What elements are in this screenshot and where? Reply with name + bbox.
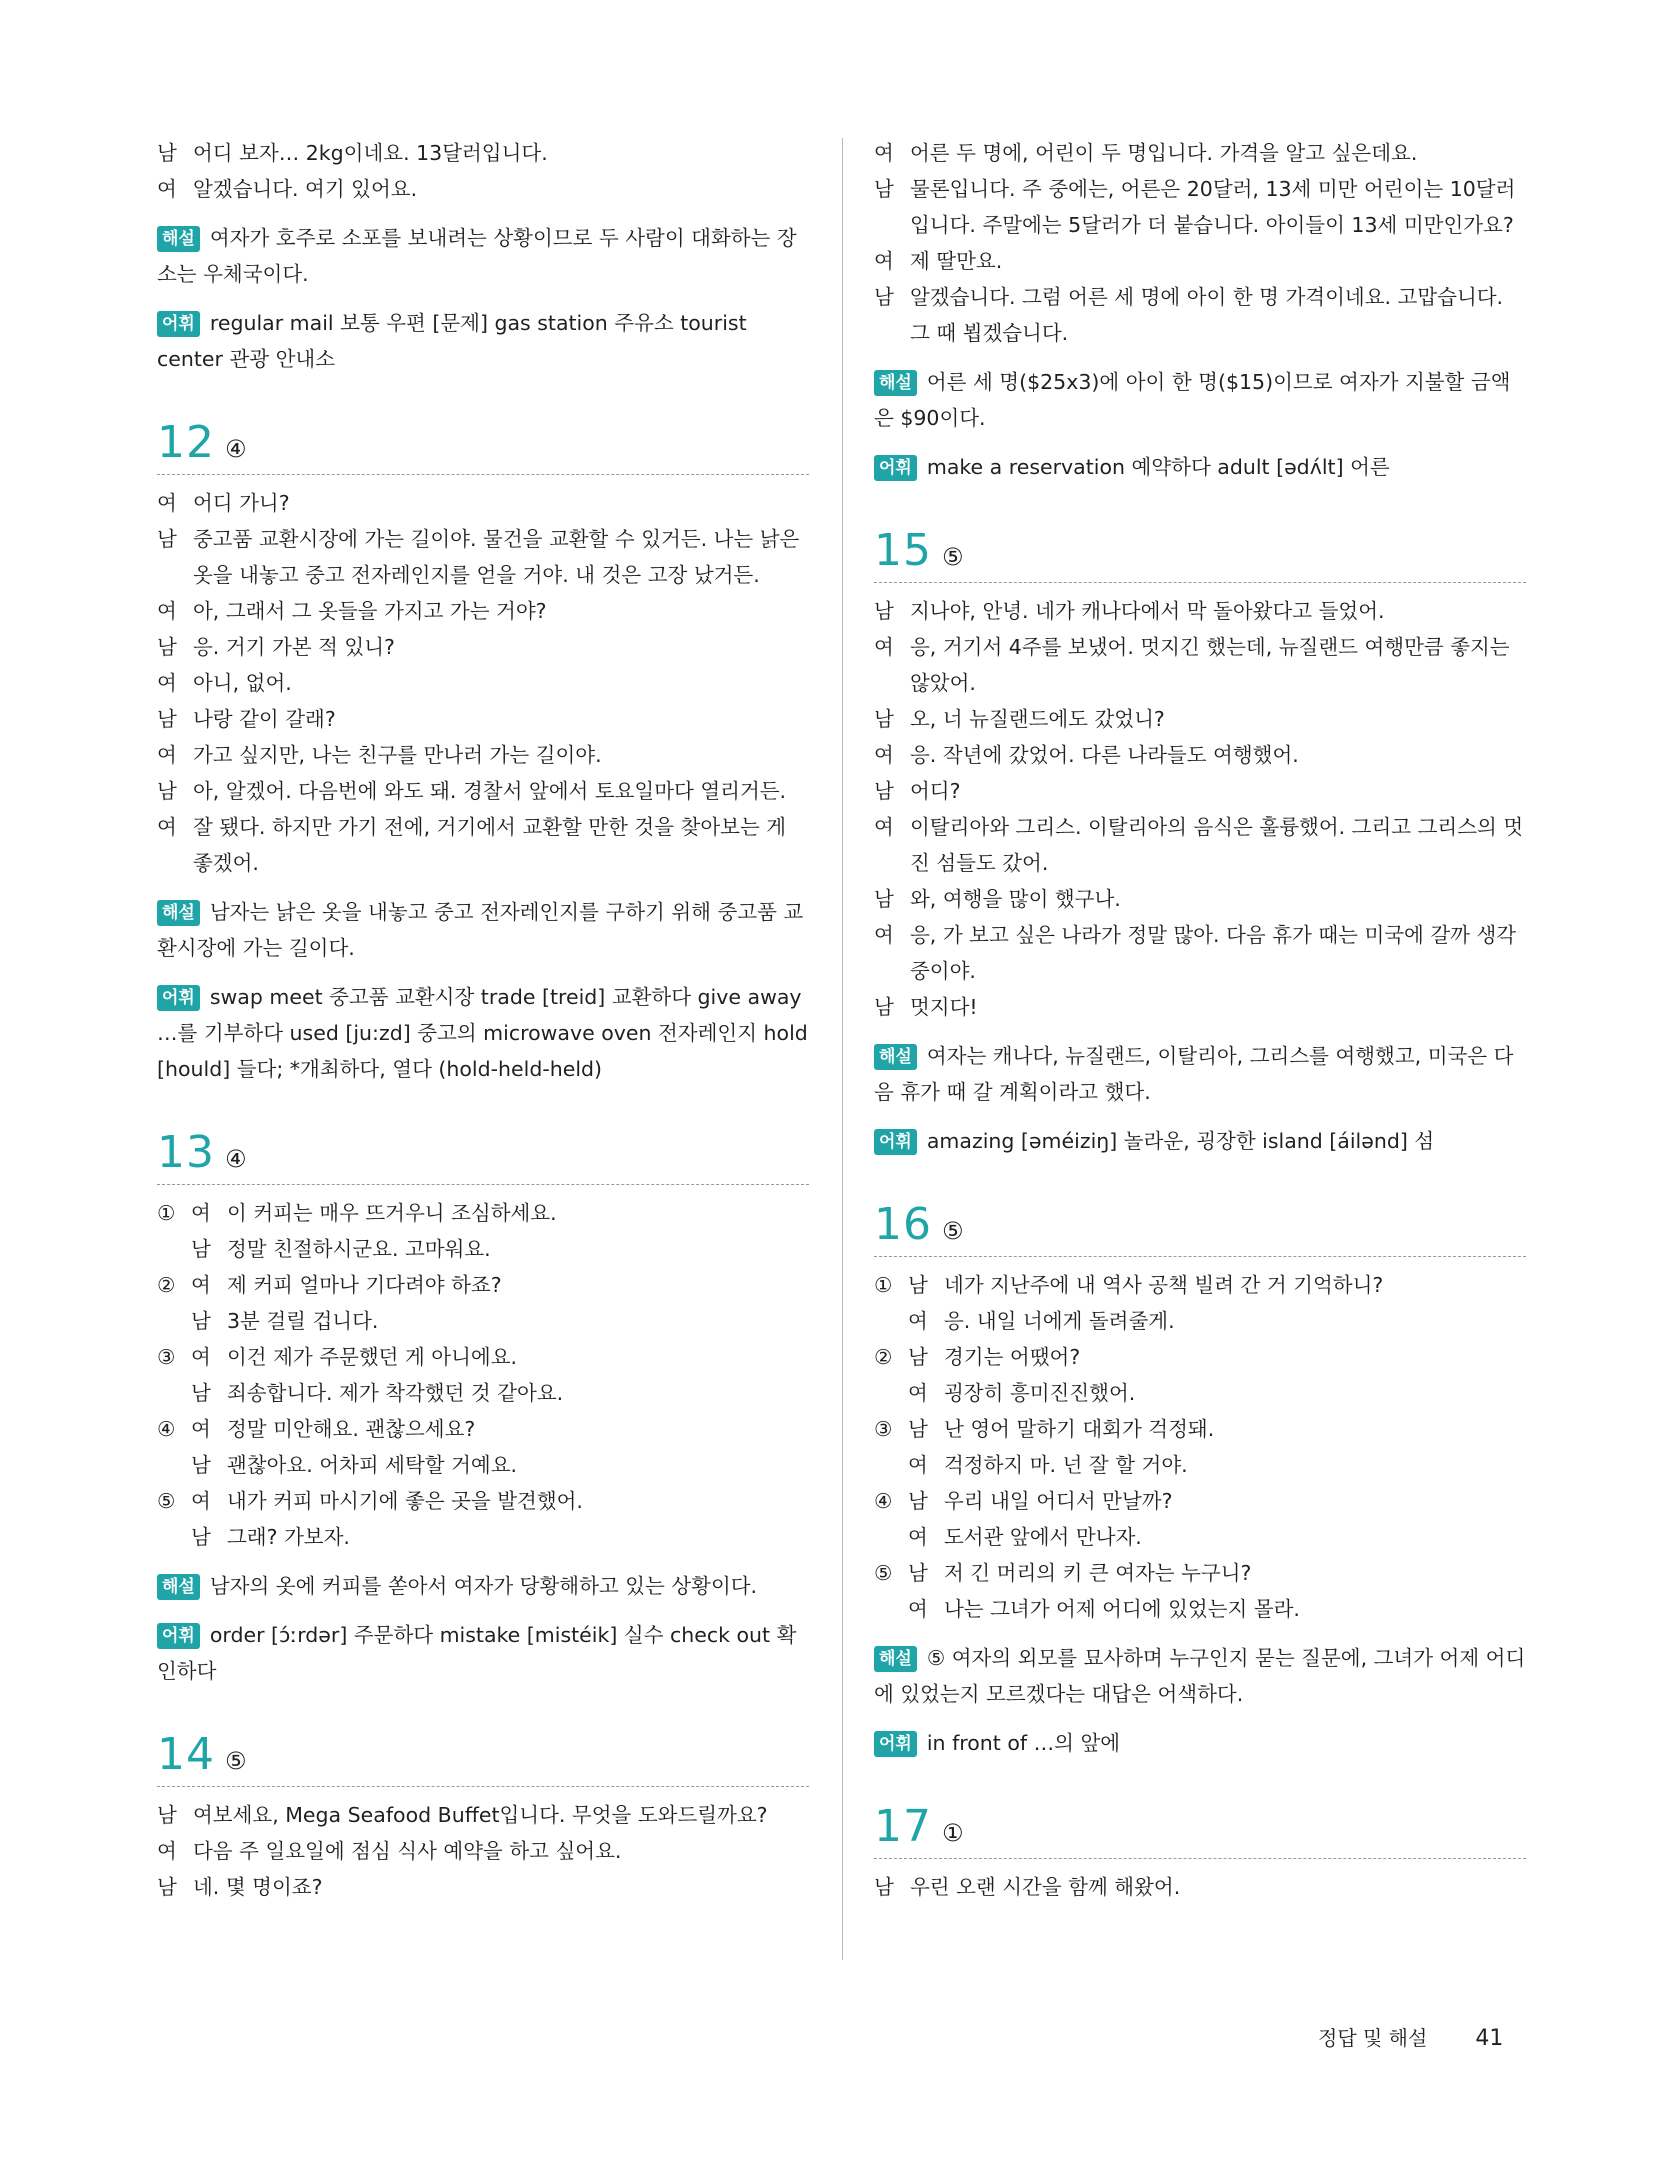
vocabulary-tag: 어휘 bbox=[874, 1731, 917, 1757]
speaker: 여 bbox=[157, 815, 177, 839]
speaker: 남 bbox=[191, 1309, 211, 1333]
line-text: 이건 제가 주문했던 게 아니에요. bbox=[227, 1345, 518, 1369]
question-number: 16 bbox=[874, 1199, 932, 1250]
explanation-text: 남자는 낡은 옷을 내놓고 중고 전자레인지를 구하기 위해 중고품 교환시장에 가는 길이다. bbox=[157, 900, 804, 960]
speaker: 남 bbox=[874, 599, 894, 623]
line-text: 우리 내일 어디서 만날까? bbox=[944, 1489, 1173, 1513]
speaker: 여 bbox=[908, 1381, 928, 1405]
dialogue-line bbox=[874, 1411, 1526, 1447]
line-text: 지나야, 안녕. 네가 캐나다에서 막 돌아왔다고 들었어. bbox=[910, 599, 1385, 623]
dialogue-line bbox=[874, 1447, 1526, 1483]
speaker: 남 bbox=[157, 635, 177, 659]
dialogue-line bbox=[874, 773, 1526, 809]
speaker: 여 bbox=[908, 1525, 928, 1549]
line-text: 응. 작년에 갔었어. 다른 나라들도 여행했어. bbox=[910, 743, 1299, 767]
line-text: 멋지다! bbox=[910, 995, 978, 1019]
speaker: 남 bbox=[191, 1237, 211, 1261]
line-text: 제 딸만요. bbox=[910, 249, 1003, 273]
choice-number: ③ bbox=[874, 1417, 893, 1441]
vocabulary-text: regular mail 보통 우편 [문제] gas station 주유소 tourist center 관광 안내소 bbox=[157, 311, 747, 371]
explanation-tag: 해설 bbox=[157, 900, 200, 926]
line-text: 물론입니다. 주 중에는, 어른은 20달러, 13세 미만 어린이는 10달러입니다. 주말에는 5달러가 더 붙습니다. 아이들이 13세 미만인가요? bbox=[910, 177, 1516, 237]
dialogue bbox=[157, 485, 809, 881]
dialogue-line bbox=[157, 1375, 809, 1411]
dialogue-line bbox=[157, 1339, 809, 1375]
choice-number: ⑤ bbox=[874, 1561, 893, 1585]
line-text: 그래? 가보자. bbox=[227, 1525, 350, 1549]
dialogue-line bbox=[157, 1303, 809, 1339]
question-header bbox=[874, 1801, 1526, 1859]
line-text: 우린 오랜 시간을 함께 해왔어. bbox=[910, 1875, 1181, 1899]
explanation bbox=[157, 894, 809, 966]
question-number: 13 bbox=[157, 1127, 215, 1178]
speaker: 여 bbox=[874, 815, 894, 839]
explanation-tag: 해설 bbox=[874, 370, 917, 396]
dialogue bbox=[874, 135, 1526, 351]
speaker: 남 bbox=[191, 1381, 211, 1405]
explanation bbox=[874, 364, 1526, 436]
dialogue-line bbox=[874, 881, 1526, 917]
line-text: 내가 커피 마시기에 좋은 곳을 발견했어. bbox=[227, 1489, 583, 1513]
dialogue-line bbox=[157, 171, 809, 207]
vocabulary-tag: 어휘 bbox=[157, 311, 200, 337]
page-footer bbox=[1318, 2022, 1503, 2051]
dialogue-line bbox=[157, 1267, 809, 1303]
speaker: 여 bbox=[157, 491, 177, 515]
dialogue-line bbox=[157, 629, 809, 665]
line-text: 죄송합니다. 제가 착각했던 것 같아요. bbox=[227, 1381, 564, 1405]
speaker: 여 bbox=[191, 1201, 211, 1225]
vocabulary-text: amazing [əméiziŋ] 놀라운, 굉장한 island [áilənd] 섬 bbox=[926, 1129, 1435, 1153]
explanation bbox=[157, 1568, 809, 1604]
dialogue-line bbox=[157, 1869, 809, 1905]
speaker: 남 bbox=[874, 1875, 894, 1899]
line-text: 저 긴 머리의 키 큰 여자는 누구니? bbox=[944, 1561, 1252, 1585]
vocabulary-tag: 어휘 bbox=[874, 455, 917, 481]
dialogue bbox=[874, 593, 1526, 1025]
line-text: 다음 주 일요일에 점심 식사 예약을 하고 싶어요. bbox=[193, 1839, 622, 1863]
dialogue bbox=[157, 1195, 809, 1555]
line-text: 나랑 같이 갈래? bbox=[193, 707, 336, 731]
line-text: 네. 몇 명이죠? bbox=[193, 1875, 323, 1899]
dialogue-line bbox=[157, 701, 809, 737]
answer-mark: ⑤ bbox=[942, 1217, 964, 1245]
dialogue-line bbox=[157, 1411, 809, 1447]
line-text: 이 커피는 매우 뜨거우니 조심하세요. bbox=[227, 1201, 557, 1225]
speaker: 여 bbox=[191, 1489, 211, 1513]
speaker: 남 bbox=[157, 1875, 177, 1899]
column-divider bbox=[842, 138, 843, 1960]
speaker: 남 bbox=[874, 285, 894, 309]
speaker: 남 bbox=[191, 1525, 211, 1549]
speaker: 여 bbox=[874, 141, 894, 165]
vocabulary-text: in front of …의 앞에 bbox=[926, 1731, 1121, 1755]
choice-number: ④ bbox=[157, 1417, 176, 1441]
line-text: 응, 거기서 4주를 보냈어. 멋지긴 했는데, 뉴질랜드 여행만큼 좋지는 않았어. bbox=[910, 635, 1510, 695]
explanation bbox=[874, 1640, 1526, 1712]
explanation bbox=[157, 220, 809, 292]
explanation-tag: 해설 bbox=[157, 1574, 200, 1600]
dialogue-line bbox=[157, 1483, 809, 1519]
vocabulary-text: order [ɔ́ːrdər] 주문하다 mistake [mistéik] 실수 check out 확인하다 bbox=[157, 1623, 797, 1683]
choice-number: ⑤ bbox=[157, 1489, 176, 1513]
dialogue bbox=[157, 135, 809, 207]
speaker: 여 bbox=[908, 1453, 928, 1477]
dialogue-line bbox=[157, 593, 809, 629]
answer-mark: ④ bbox=[225, 435, 247, 463]
dialogue-line bbox=[874, 701, 1526, 737]
speaker: 남 bbox=[908, 1561, 928, 1585]
left-column bbox=[157, 135, 809, 1905]
speaker: 남 bbox=[874, 995, 894, 1019]
vocabulary-tag: 어휘 bbox=[874, 1129, 917, 1155]
dialogue bbox=[157, 1797, 809, 1905]
speaker: 남 bbox=[874, 177, 894, 201]
dialogue-line bbox=[157, 1231, 809, 1267]
line-text: 어른 두 명에, 어린이 두 명입니다. 가격을 알고 싶은데요. bbox=[910, 141, 1418, 165]
line-text: 어디 보자… 2kg이네요. 13달러입니다. bbox=[193, 141, 548, 165]
vocabulary-text: make a reservation 예약하다 adult [ədʌ́lt] 어른 bbox=[926, 455, 1390, 479]
speaker: 남 bbox=[874, 707, 894, 731]
speaker: 남 bbox=[874, 779, 894, 803]
line-text: 제 커피 얼마나 기다려야 하죠? bbox=[227, 1273, 502, 1297]
dialogue-line bbox=[874, 243, 1526, 279]
vocabulary bbox=[157, 305, 809, 377]
explanation-text: ⑤ 여자의 외모를 묘사하며 누구인지 묻는 질문에, 그녀가 어제 어디에 있었는지 모르겠다는 대답은 어색하다. bbox=[874, 1646, 1526, 1706]
vocabulary bbox=[874, 1123, 1526, 1159]
line-text: 아니, 없어. bbox=[193, 671, 292, 695]
dialogue-line bbox=[874, 1267, 1526, 1303]
choice-number: ② bbox=[874, 1345, 893, 1369]
speaker: 여 bbox=[157, 177, 177, 201]
dialogue-line bbox=[874, 1555, 1526, 1591]
line-text: 가고 싶지만, 나는 친구를 만나러 가는 길이야. bbox=[193, 743, 602, 767]
question-number: 12 bbox=[157, 417, 215, 468]
dialogue-line bbox=[874, 737, 1526, 773]
line-text: 경기는 어땠어? bbox=[944, 1345, 1081, 1369]
vocabulary-tag: 어휘 bbox=[157, 1623, 200, 1649]
dialogue-line bbox=[157, 665, 809, 701]
dialogue-line bbox=[157, 135, 809, 171]
speaker: 남 bbox=[157, 1803, 177, 1827]
dialogue-line bbox=[874, 1339, 1526, 1375]
dialogue-line bbox=[874, 171, 1526, 243]
choice-number: ④ bbox=[874, 1489, 893, 1513]
line-text: 네가 지난주에 내 역사 공책 빌려 간 거 기억하니? bbox=[944, 1273, 1384, 1297]
dialogue-line bbox=[874, 135, 1526, 171]
vocabulary-text: swap meet 중고품 교환시장 trade [treid] 교환하다 give away …를 기부하다 used [ju:zd] 중고의 microwave oven 전자레인지 hold [hould] 들다; *개최하다, 열다 (hold-held-held) bbox=[157, 985, 808, 1081]
line-text: 중고품 교환시장에 가는 길이야. 물건을 교환할 수 있거든. 나는 낡은 옷을 내놓고 중고 전자레인지를 얻을 거야. 내 것은 고장 났거든. bbox=[193, 527, 800, 587]
choice-number: ③ bbox=[157, 1345, 176, 1369]
question-header bbox=[874, 525, 1526, 583]
dialogue-line bbox=[874, 629, 1526, 701]
explanation-tag: 해설 bbox=[874, 1044, 917, 1070]
page-number: 41 bbox=[1475, 2026, 1504, 2051]
explanation bbox=[874, 1038, 1526, 1110]
dialogue-line bbox=[157, 773, 809, 809]
answer-mark: ① bbox=[942, 1819, 964, 1847]
line-text: 잘 됐다. 하지만 가기 전에, 거기에서 교환할 만한 것을 찾아보는 게 좋겠어. bbox=[193, 815, 787, 875]
speaker: 남 bbox=[908, 1489, 928, 1513]
line-text: 오, 너 뉴질랜드에도 갔었니? bbox=[910, 707, 1165, 731]
dialogue-line bbox=[874, 1483, 1526, 1519]
line-text: 이탈리아와 그리스. 이탈리아의 음식은 훌륭했어. 그리고 그리스의 멋진 섬들도 갔어. bbox=[910, 815, 1524, 875]
vocabulary bbox=[874, 1725, 1526, 1761]
speaker: 여 bbox=[157, 743, 177, 767]
speaker: 여 bbox=[908, 1597, 928, 1621]
speaker: 남 bbox=[908, 1273, 928, 1297]
question-number: 14 bbox=[157, 1729, 215, 1780]
dialogue-line bbox=[874, 1519, 1526, 1555]
line-text: 정말 친절하시군요. 고마워요. bbox=[227, 1237, 491, 1261]
line-text: 알겠습니다. 그럼 어른 세 명에 아이 한 명 가격이네요. 고맙습니다. 그 때 뵙겠습니다. bbox=[910, 285, 1504, 345]
vocabulary bbox=[874, 449, 1526, 485]
answer-mark: ④ bbox=[225, 1145, 247, 1173]
question-header bbox=[157, 1127, 809, 1185]
question-header bbox=[874, 1199, 1526, 1257]
line-text: 정말 미안해요. 괜찮으세요? bbox=[227, 1417, 476, 1441]
speaker: 여 bbox=[874, 743, 894, 767]
speaker: 남 bbox=[874, 887, 894, 911]
line-text: 나는 그녀가 어제 어디에 있었는지 몰라. bbox=[944, 1597, 1300, 1621]
explanation-tag: 해설 bbox=[157, 226, 200, 252]
vocabulary bbox=[157, 979, 809, 1087]
line-text: 응. 내일 너에게 돌려줄게. bbox=[944, 1309, 1175, 1333]
line-text: 도서관 앞에서 만나자. bbox=[944, 1525, 1142, 1549]
dialogue-line bbox=[157, 737, 809, 773]
choice-number: ② bbox=[157, 1273, 176, 1297]
speaker: 여 bbox=[874, 249, 894, 273]
line-text: 걱정하지 마. 넌 잘 할 거야. bbox=[944, 1453, 1188, 1477]
dialogue-line bbox=[157, 1833, 809, 1869]
line-text: 3분 걸릴 겁니다. bbox=[227, 1309, 379, 1333]
line-text: 여보세요, Mega Seafood Buffet입니다. 무엇을 도와드릴까요? bbox=[193, 1803, 768, 1827]
dialogue-line bbox=[157, 485, 809, 521]
speaker: 남 bbox=[191, 1453, 211, 1477]
question-header bbox=[157, 417, 809, 475]
dialogue-line bbox=[874, 1869, 1526, 1905]
dialogue-line bbox=[874, 1375, 1526, 1411]
footer-label: 정답 및 해설 bbox=[1318, 2026, 1428, 2050]
speaker: 남 bbox=[157, 141, 177, 165]
choice-number: ① bbox=[874, 1273, 893, 1297]
vocabulary bbox=[157, 1617, 809, 1689]
dialogue-line bbox=[874, 1591, 1526, 1627]
explanation-text: 여자는 캐나다, 뉴질랜드, 이탈리아, 그리스를 여행했고, 미국은 다음 휴가 때 갈 계획이라고 했다. bbox=[874, 1044, 1514, 1104]
speaker: 여 bbox=[874, 923, 894, 947]
question-number: 17 bbox=[874, 1801, 932, 1852]
line-text: 난 영어 말하기 대회가 걱정돼. bbox=[944, 1417, 1215, 1441]
speaker: 남 bbox=[157, 707, 177, 731]
dialogue-line bbox=[874, 917, 1526, 989]
vocabulary-tag: 어휘 bbox=[157, 985, 200, 1011]
speaker: 여 bbox=[157, 671, 177, 695]
speaker: 여 bbox=[191, 1345, 211, 1369]
dialogue bbox=[874, 1869, 1526, 1905]
line-text: 응. 거기 가본 적 있니? bbox=[193, 635, 395, 659]
dialogue-line bbox=[157, 1519, 809, 1555]
explanation-tag: 해설 bbox=[874, 1646, 917, 1672]
speaker: 남 bbox=[908, 1345, 928, 1369]
dialogue-line bbox=[157, 1797, 809, 1833]
speaker: 여 bbox=[191, 1273, 211, 1297]
dialogue-line bbox=[874, 1303, 1526, 1339]
dialogue-line bbox=[874, 989, 1526, 1025]
speaker: 여 bbox=[157, 599, 177, 623]
dialogue-line bbox=[157, 1195, 809, 1231]
question-number: 15 bbox=[874, 525, 932, 576]
speaker: 남 bbox=[157, 779, 177, 803]
speaker: 여 bbox=[908, 1309, 928, 1333]
explanation-text: 어른 세 명($25x3)에 아이 한 명($15)이므로 여자가 지불할 금액은 $90이다. bbox=[874, 370, 1511, 430]
line-text: 아, 그래서 그 옷들을 가지고 가는 거야? bbox=[193, 599, 547, 623]
answer-mark: ⑤ bbox=[225, 1747, 247, 1775]
explanation-text: 남자의 옷에 커피를 쏟아서 여자가 당황해하고 있는 상황이다. bbox=[209, 1574, 758, 1598]
dialogue-line bbox=[157, 521, 809, 593]
line-text: 어디 가니? bbox=[193, 491, 290, 515]
line-text: 응, 가 보고 싶은 나라가 정말 많아. 다음 휴가 때는 미국에 갈까 생각 중이야. bbox=[910, 923, 1517, 983]
speaker: 여 bbox=[191, 1417, 211, 1441]
answer-mark: ⑤ bbox=[942, 543, 964, 571]
question-header bbox=[157, 1729, 809, 1787]
dialogue-line bbox=[157, 809, 809, 881]
explanation-text: 여자가 호주로 소포를 보내려는 상황이므로 두 사람이 대화하는 장소는 우체국이다. bbox=[157, 226, 797, 286]
dialogue-line bbox=[874, 593, 1526, 629]
line-text: 아, 알겠어. 다음번에 와도 돼. 경찰서 앞에서 토요일마다 열리거든. bbox=[193, 779, 787, 803]
right-column bbox=[874, 135, 1526, 1905]
dialogue-line bbox=[157, 1447, 809, 1483]
speaker: 남 bbox=[157, 527, 177, 551]
speaker: 남 bbox=[908, 1417, 928, 1441]
dialogue-line bbox=[874, 809, 1526, 881]
line-text: 굉장히 흥미진진했어. bbox=[944, 1381, 1136, 1405]
line-text: 괜찮아요. 어차피 세탁할 거예요. bbox=[227, 1453, 518, 1477]
dialogue bbox=[874, 1267, 1526, 1627]
speaker: 여 bbox=[874, 635, 894, 659]
line-text: 와, 여행을 많이 했구나. bbox=[910, 887, 1121, 911]
speaker: 여 bbox=[157, 1839, 177, 1863]
line-text: 어디? bbox=[910, 779, 961, 803]
choice-number: ① bbox=[157, 1201, 176, 1225]
dialogue-line bbox=[874, 279, 1526, 351]
line-text: 알겠습니다. 여기 있어요. bbox=[193, 177, 418, 201]
